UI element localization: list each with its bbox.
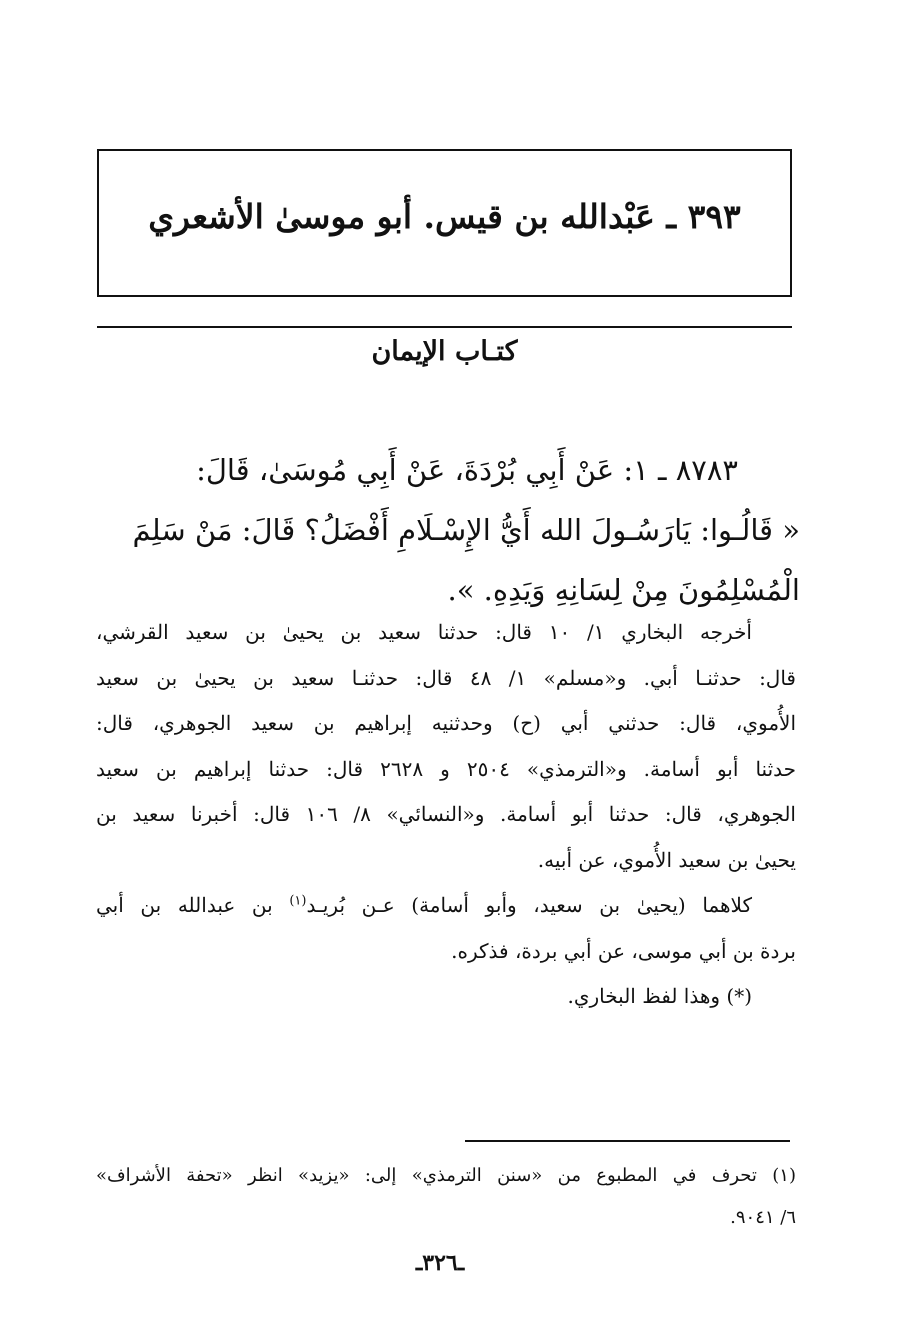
- header-divider: [97, 326, 792, 328]
- takhrij-line: الأُموي، قال: حدثني أبي (ح) وحدثنيه إبراهيم بن سعيد الجوهري، قال:: [96, 711, 796, 735]
- chapter-title: كتـاب الإيمان: [371, 336, 518, 367]
- biography-title: ٣٩٣ ـ عَبْدالله بن قيس. أبو موسىٰ الأشعري: [148, 196, 741, 236]
- hadith-line: الْمُسْلِمُونَ مِنْ لِسَانِهِ وَيَدِهِ. ».: [447, 573, 800, 607]
- hadith-line: ٨٧٨٣ ـ ١: عَنْ أَبِي بُرْدَةَ، عَنْ أَبِي مُوسَىٰ، قَالَ:: [196, 453, 738, 487]
- hadith-line: « قَالُـوا: يَارَسُـولَ الله أَيُّ الإِسْـلَامِ أَفْضَلُ؟ قَالَ: مَنْ سَلِمَ: [132, 513, 800, 547]
- footnote-section: [96, 1155, 796, 1239]
- kilahuma-line-2: بردة بن أبي موسى، عن أبي بردة، فذكره.: [451, 938, 796, 963]
- takhrij-line: أخرجه البخاري ١/ ١٠ قال: حدثنا سعيد بن يحيىٰ بن سعيد القرشي،: [96, 620, 752, 644]
- takhrij-line: يحيىٰ بن سعيد الأُموي، عن أبيه.: [537, 847, 796, 872]
- wording-note: (*) وهذا لفظ البخاري.: [567, 984, 752, 1008]
- takhrij-line: حدثنا أبو أسامة. و«الترمذي» ٢٥٠٤ و ٢٦٢٨ قال: حدثنا إبراهيم بن سعيد: [96, 756, 796, 781]
- footnote-divider: [465, 1140, 790, 1142]
- kilahuma-text: كلاهما (يحيىٰ بن سعيد، وأبو أسامة) عـن بُريـد: [306, 893, 752, 917]
- footnote-line: (١) تحرف في المطبوع من «سنن الترمذي» إلى: «يزيد» انظر «تحفة الأشراف»: [96, 1165, 796, 1186]
- footnote-line: ٦/ ٩٠٤١.: [730, 1207, 796, 1228]
- page-number: ـ٣٢٦ـ: [415, 1250, 465, 1276]
- hadith-text: [90, 440, 800, 620]
- kilahuma-text-continued: بن عبدالله بن أبي: [96, 893, 290, 917]
- takhrij-line: قال: حدثنـا أبي. و«مسلم» ١/ ٤٨ قال: حدثنـا سعيد بن يحيىٰ بن سعيد: [96, 665, 796, 690]
- takhrij-section: [96, 610, 796, 1020]
- kilahuma-line: [96, 883, 796, 929]
- biography-title-box: [97, 149, 792, 297]
- footnote-reference[interactable]: (١): [289, 893, 307, 909]
- takhrij-line: الجوهري، قال: حدثنا أبو أسامة. و«النسائي» ٨/ ١٠٦ قال: أخبرنا سعيد بن: [96, 802, 796, 826]
